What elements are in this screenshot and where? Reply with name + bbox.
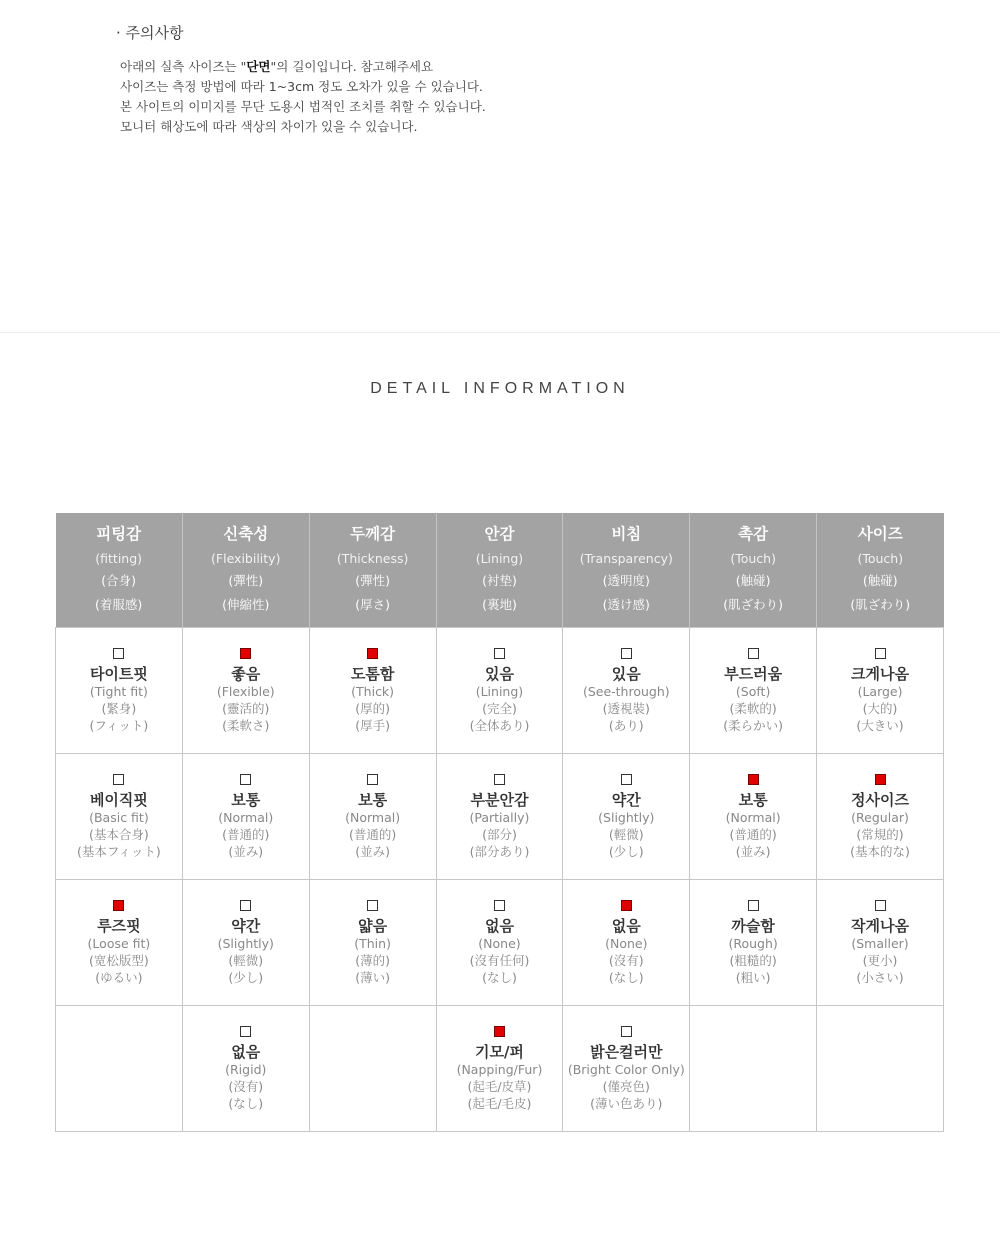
checked-box-icon [367,648,378,659]
option-label: 보통 [231,790,261,809]
option-cell [56,880,183,1006]
unchecked-box-icon [367,774,378,785]
option-cn: (沒有) [228,1078,264,1094]
notice-line [120,57,486,77]
header-row [56,513,944,628]
option-en: (Tight fit) [89,683,148,699]
option-cell [309,880,436,1006]
notice-line: 모니터 해상도에 따라 색상의 차이가 있을 수 있습니다. [120,119,418,134]
option-en: (Napping/Fur) [456,1061,543,1077]
option-jp: (ゆるい) [95,969,143,985]
option-jp: (柔軟さ) [222,717,270,733]
empty-cell [817,1006,944,1132]
option-jp: (なし) [228,1095,264,1111]
option-en: (See-through) [582,683,670,699]
option-cn: (常規的) [856,826,904,842]
table-row [56,628,944,754]
option-label: 작게나옴 [851,916,910,935]
option-cn: (大的) [862,700,898,716]
option-label: 밝은컬러만 [590,1042,663,1061]
checked-box-icon [240,648,251,659]
option-cell [436,880,563,1006]
option-label: 있음 [611,664,641,683]
column-header-cn: (触碰) [735,573,771,588]
option-jp: (粗い) [735,969,771,985]
column-header-cn: (彈性) [228,573,264,588]
column-header-jp: (裏地) [482,597,517,612]
option-en: (Normal) [725,809,781,825]
table-row [56,880,944,1006]
column-header-ko: 비침 [611,525,642,543]
column-header-jp: (伸縮性) [222,597,270,612]
checked-box-icon [875,774,886,785]
option-jp: (並み) [735,843,771,859]
unchecked-box-icon [113,774,124,785]
option-label: 정사이즈 [851,790,910,809]
option-cn: (柔軟的) [729,700,777,716]
checked-box-icon [494,1026,505,1037]
option-cn: (輕微) [228,952,264,968]
option-en: (None) [605,935,648,951]
column-header-cn: (透明度) [602,573,650,588]
option-cell [817,754,944,880]
column-header-cn: (触碰) [862,573,898,588]
option-en: (Basic fit) [89,809,149,825]
option-cell [817,880,944,1006]
column-header-jp: (着服感) [95,597,143,612]
option-label: 좋음 [231,664,261,683]
option-jp: (柔らかい) [723,717,784,733]
option-cn: (靈活的) [222,700,270,716]
option-en: (Regular) [851,809,909,825]
option-cell [56,754,183,880]
unchecked-box-icon [240,774,251,785]
notice-title: · 주의사항 [116,24,184,42]
column-header-ko: 피팅감 [96,525,142,543]
notice-lines [116,57,486,137]
option-jp: (並み) [228,843,264,859]
option-cell [563,880,690,1006]
option-jp: (基本的な) [850,843,910,859]
option-en: (Bright Color Only) [567,1061,685,1077]
checked-box-icon [748,774,759,785]
option-jp: (少し) [608,843,644,859]
notice-line-1-bold: 단면 [246,59,271,74]
option-en: (Flexible) [216,683,275,699]
table-row [56,754,944,880]
notice-line: 본 사이트의 이미지를 무단 도용시 법적인 조치를 취할 수 있습니다. [120,99,486,114]
unchecked-box-icon [621,648,632,659]
section-divider [0,332,1000,333]
option-label: 없음 [484,916,514,935]
column-header-thickness [309,513,436,628]
option-cell [182,1006,309,1132]
option-cn: (普通的) [729,826,777,842]
option-label: 있음 [484,664,514,683]
unchecked-box-icon [113,648,124,659]
option-cn: (基本合身) [89,826,149,842]
option-cn: (普通的) [222,826,270,842]
option-en: (Lining) [475,683,524,699]
option-en: (Soft) [735,683,771,699]
option-en: (Normal) [345,809,401,825]
column-header-jp: (肌ざわり) [723,597,784,612]
option-jp: (小さい) [856,969,904,985]
option-label: 약간 [231,916,261,935]
option-jp: (薄い色あり) [590,1095,663,1111]
column-header-en: (Touch) [857,551,904,566]
column-header-fitting [56,513,183,628]
option-cell [817,628,944,754]
option-cn: (輕微) [608,826,644,842]
option-cn: (薄的) [355,952,390,968]
column-header-jp: (厚さ) [355,597,390,612]
column-header-flexibility [182,513,309,628]
option-label: 없음 [611,916,641,935]
option-cn: (粗糙的) [729,952,777,968]
option-cn: (沒有任何) [469,952,530,968]
unchecked-box-icon [494,774,505,785]
option-jp: (大きい) [856,717,904,733]
option-en: (Slightly) [217,935,274,951]
unchecked-box-icon [367,900,378,911]
option-cn: (更小) [862,952,898,968]
option-jp: (並み) [355,843,390,859]
option-label: 보통 [738,790,768,809]
column-header-ko: 사이즈 [857,525,903,543]
unchecked-box-icon [748,648,759,659]
column-header-ko: 신축성 [223,525,269,543]
option-jp: (フィット) [89,717,149,733]
option-label: 약간 [611,790,641,809]
option-en: (Partially) [469,809,530,825]
notice-line-1-post: "의 길이입니다. 참고해주세요 [270,59,434,74]
option-jp: (あり) [608,717,644,733]
unchecked-box-icon [240,900,251,911]
option-label: 까슬함 [731,916,775,935]
option-en: (Loose fit) [87,935,151,951]
option-cell [563,754,690,880]
option-cell [690,880,817,1006]
column-header-cn: (合身) [101,573,137,588]
table-body [56,628,944,1132]
option-cell [563,1006,690,1132]
unchecked-box-icon [494,648,505,659]
option-jp: (なし) [482,969,517,985]
option-cell [563,628,690,754]
option-label: 보통 [358,790,388,809]
option-en: (Rough) [728,935,778,951]
column-header-en: (fitting) [95,551,143,566]
column-header-ko: 두께감 [350,525,396,543]
column-header-cn: (衬垫) [482,573,517,588]
unchecked-box-icon [621,774,632,785]
option-cell [182,880,309,1006]
notice-line-1-pre: 아래의 실측 사이즈는 " [120,59,247,74]
empty-cell [56,1006,183,1132]
option-en: (Large) [857,683,903,699]
option-jp: (基本フィット) [77,843,161,859]
option-cn: (緊身) [101,700,137,716]
column-header-ko: 촉감 [738,525,769,543]
empty-cell [309,1006,436,1132]
column-header-touch [690,513,817,628]
option-cn: (部分) [482,826,517,842]
option-en: (Slightly) [598,809,655,825]
checked-box-icon [113,900,124,911]
option-cell [309,754,436,880]
notice-line: 사이즈는 측정 방법에 따라 1~3cm 정도 오차가 있을 수 있습니다. [120,79,483,94]
option-label: 루즈핏 [97,916,141,935]
option-label: 없음 [231,1042,261,1061]
option-cell [436,754,563,880]
option-en: (Smaller) [851,935,909,951]
option-label: 기모/퍼 [474,1042,524,1061]
column-header-en: (Touch) [730,551,776,566]
option-label: 크게나옴 [851,664,910,683]
option-label: 부분안감 [470,790,529,809]
option-en: (Normal) [218,809,274,825]
unchecked-box-icon [621,1026,632,1037]
option-en: (None) [478,935,521,951]
column-header-jp: (肌ざわり) [850,597,911,612]
option-jp: (厚手) [355,717,390,733]
unchecked-box-icon [240,1026,251,1037]
option-cn: (沒有) [608,952,644,968]
checked-box-icon [621,900,632,911]
option-en: (Rigid) [225,1061,267,1077]
unchecked-box-icon [875,900,886,911]
column-header-en: (Lining) [475,551,524,566]
unchecked-box-icon [494,900,505,911]
column-header-en: (Transparency) [579,551,673,566]
option-en: (Thin) [354,935,391,951]
option-label: 도톰함 [350,664,395,683]
column-header-jp: (透け感) [602,597,650,612]
option-cell [56,628,183,754]
option-label: 타이트핏 [89,664,148,683]
column-header-en: (Flexibility) [211,551,281,566]
option-cn: (起毛/皮草) [467,1078,532,1094]
unchecked-box-icon [875,648,886,659]
column-header-transparency [563,513,690,628]
column-header-size [817,513,944,628]
detail-info-table [55,513,944,1132]
option-jp: (部分あり) [469,843,530,859]
option-jp: (全体あり) [469,717,530,733]
option-cell [436,1006,563,1132]
option-cn: (普通的) [348,826,397,842]
option-label: 얇음 [358,916,388,935]
option-cell [690,754,817,880]
column-header-ko: 안감 [484,525,515,543]
unchecked-box-icon [748,900,759,911]
empty-cell [690,1006,817,1132]
option-label: 부드러움 [724,664,783,683]
table-row [56,1006,944,1132]
notice-section [116,22,486,137]
column-header-lining [436,513,563,628]
option-jp: (起毛/毛皮) [467,1095,532,1111]
option-cn: (厚的) [355,700,390,716]
column-header-cn: (彈性) [355,573,390,588]
option-cell [182,754,309,880]
option-cell [309,628,436,754]
option-cell [690,628,817,754]
option-cn: (僅亮色) [602,1078,650,1094]
option-cn: (宽松版型) [89,952,149,968]
option-cn: (完全) [482,700,517,716]
detail-information-title: DETAIL INFORMATION [370,380,630,397]
option-label: 베이직핏 [89,790,148,809]
option-cell [182,628,309,754]
option-cn: (透視裝) [602,700,650,716]
option-jp: (なし) [608,969,644,985]
option-jp: (薄い) [355,969,390,985]
option-cell [436,628,563,754]
column-header-en: (Thickness) [336,551,409,566]
option-jp: (少し) [228,969,264,985]
option-en: (Thick) [351,683,395,699]
